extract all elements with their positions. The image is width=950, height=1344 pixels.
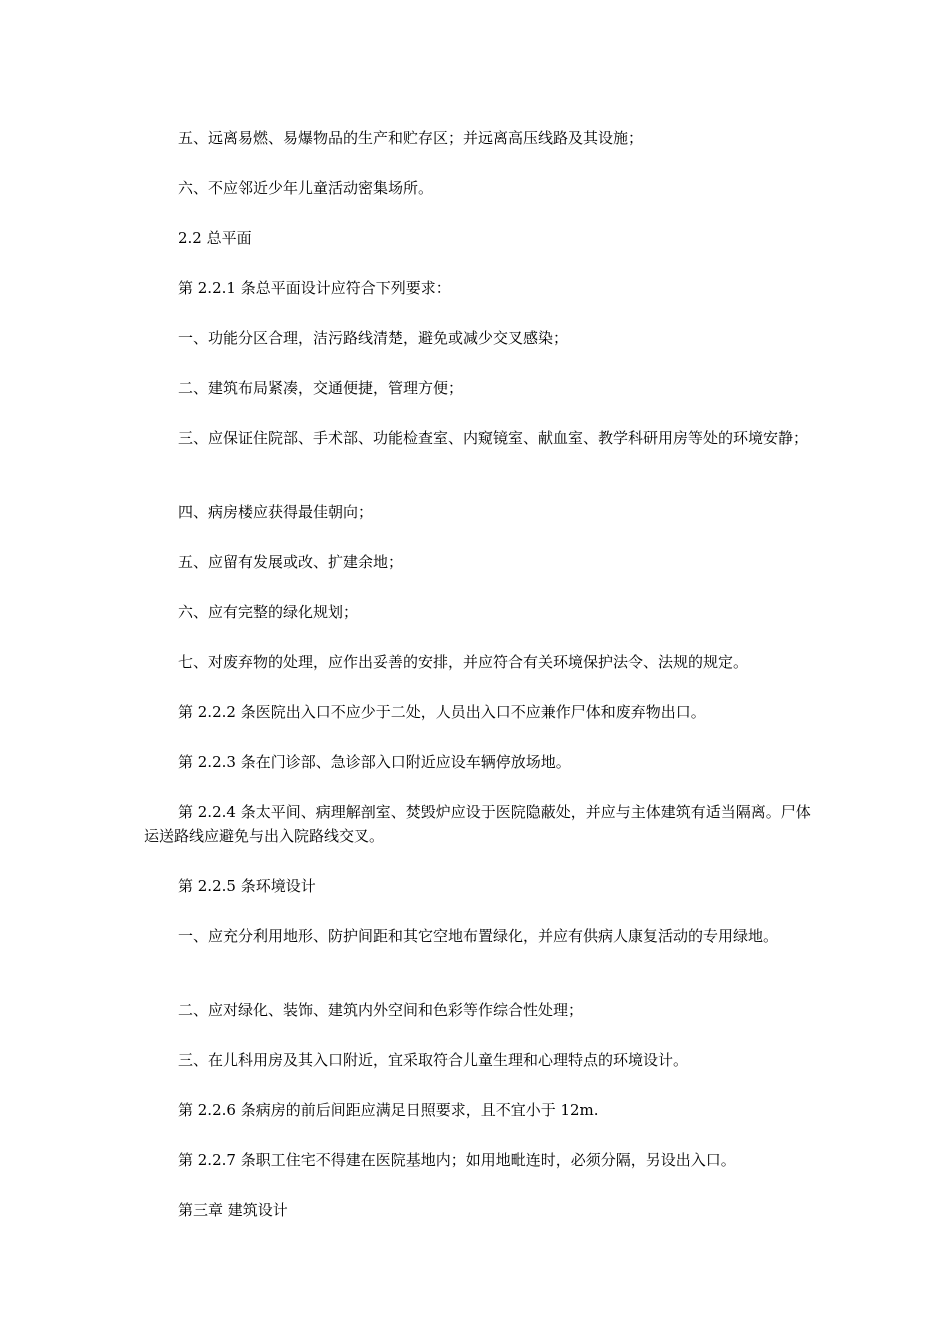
paragraph: 三、在儿科用房及其入口附近，宜采取符合儿童生理和心理特点的环境设计。 xyxy=(178,1051,689,1069)
paragraph: 七、对废弃物的处理，应作出妥善的安排，并应符合有关环境保护法令、法规的规定。 xyxy=(178,653,749,671)
clause-paragraph: 第 2.2.7 条职工住宅不得建在医院基地内；如用地毗连时，必须分隔，另设出入口。 xyxy=(178,1151,736,1169)
clause-paragraph: 第 2.2.3 条在门诊部、急诊部入口附近应设车辆停放场地。 xyxy=(178,753,571,771)
chapter-heading: 第三章 建筑设计 xyxy=(178,1201,288,1219)
paragraph: 六、应有完整的绿化规划； xyxy=(178,603,359,621)
section-heading: 2.2 总平面 xyxy=(178,229,252,247)
paragraph: 二、应对绿化、装饰、建筑内外空间和色彩等作综合性处理； xyxy=(178,1001,584,1019)
paragraph: 五、应留有发展或改、扩建余地； xyxy=(178,553,404,571)
paragraph: 一、应充分利用地形、防护间距和其它空地布置绿化，并应有供病人康复活动的专用绿地。 xyxy=(178,927,779,945)
clause-heading: 第 2.2.1 条总平面设计应符合下列要求： xyxy=(178,279,451,297)
paragraph: 一、功能分区合理，洁污路线清楚，避免或减少交叉感染； xyxy=(178,329,569,347)
clause-paragraph: 第 2.2.4 条太平间、病理解剖室、焚毁炉应设于医院隐蔽处，并应与主体建筑有适当隔离。尸体运送路线应避免与出入院路线交叉。 xyxy=(144,803,811,845)
paragraph: 六、不应邻近少年儿童活动密集场所。 xyxy=(178,179,434,197)
clause-paragraph: 第 2.2.2 条医院出入口不应少于二处，人员出入口不应兼作尸体和废弃物出口。 xyxy=(178,703,706,721)
paragraph: 二、建筑布局紧凑，交通便捷，管理方便； xyxy=(178,379,464,397)
paragraph: 三、应保证住院部、手术部、功能检查室、内窥镜室、献血室、教学科研用房等处的环境安静； xyxy=(178,429,809,447)
paragraph: 五、远离易燃、易爆物品的生产和贮存区；并远离高压线路及其设施； xyxy=(178,129,644,147)
paragraph: 四、病房楼应获得最佳朝向； xyxy=(178,503,374,521)
clause-heading: 第 2.2.5 条环境设计 xyxy=(178,877,316,895)
clause-paragraph: 第 2.2.6 条病房的前后间距应满足日照要求，且不宜小于 12m. xyxy=(178,1101,599,1119)
